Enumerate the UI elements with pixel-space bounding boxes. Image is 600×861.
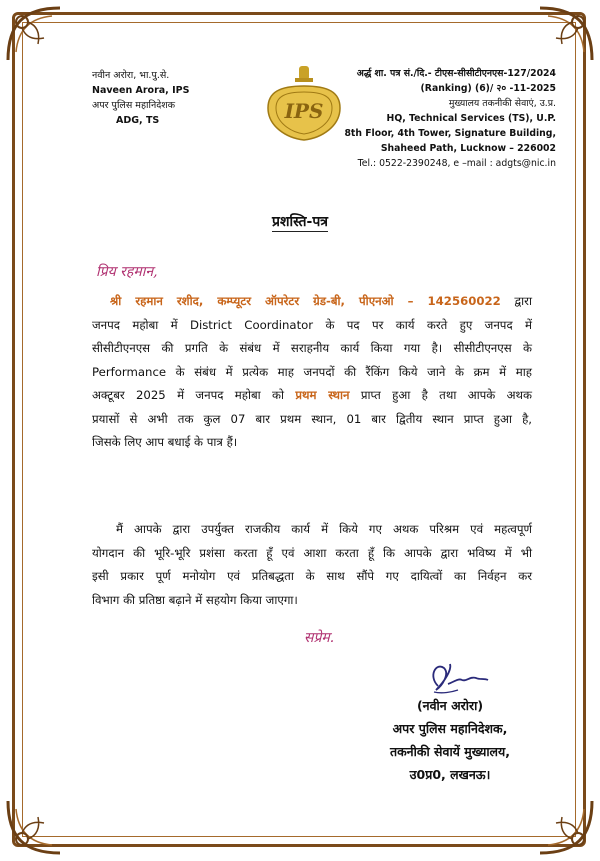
signatory-name: (नवीन अरोरा) <box>416 698 484 713</box>
text-span: द्वारा <box>500 294 532 308</box>
page-title <box>0 212 600 231</box>
signatory-office: तकनीकी सेवायें मुख्यालय, <box>389 744 511 759</box>
text-line: सीसीटीएनएस की प्रगति के संबंध में सराहनीय कार्य किया गया है। सीसीटीएनएस के <box>92 341 532 355</box>
title-text: प्रशस्ति-पत्र <box>271 214 329 230</box>
reference-details <box>336 66 556 171</box>
rank-highlight: प्रथम स्थान <box>295 388 350 402</box>
text-line: प्रयासों से अभी तक कुल 07 बार प्रथम स्थान, 01 बार द्वितीय स्थान प्राप्त हुआ है, <box>92 411 532 426</box>
sender-details <box>92 68 212 128</box>
closing-note: सप्रेम. <box>304 630 335 646</box>
corner-ornament-icon <box>536 4 596 64</box>
office-hindi: मुख्यालय तकनीकी सेवाएं, उ.प्र. <box>448 98 556 109</box>
emblem-label: IPS <box>284 99 324 123</box>
corner-ornament-icon <box>4 797 64 857</box>
salutation: प्रिय रहमान, <box>96 264 158 280</box>
text-line: जनपद महोबा में District Coordinator के पद पर कार्य करते हुए जनपद में <box>92 317 532 332</box>
sender-designation-hindi: अपर पुलिस महानिदेशक <box>92 100 176 111</box>
signatory-designation: अपर पुलिस महानिदेशक, <box>392 721 508 736</box>
text-line: Performance के संबंध में प्रत्येक माह जनपदों की रैंकिंग किये जाने के क्रम में माह <box>92 364 532 379</box>
contact-line: Tel.: 0522-2390248, e –mail : adgts@nic.in <box>357 158 556 169</box>
text-line: विभाग की प्रतिष्ठा बढ़ाने में सहयोग किया जाएगा। <box>92 592 298 607</box>
text-line: योगदान की भूरि-भूरि प्रशंसा करता हूँ एवं आशा करता हूँ कि आपके द्वारा भविष्य में भी <box>92 545 532 560</box>
corner-ornament-icon <box>4 4 64 64</box>
text-line: जिसके लिए आप बधाई के पात्र हैं। <box>92 435 238 449</box>
sender-designation-english: ADG, TS <box>116 115 160 126</box>
text-span: अक्टूबर 2025 में जनपद महोबा को <box>92 388 296 402</box>
ref-number: अर्द्ध शा. पत्र सं./दि.- टीएस-सीसीटीएनएस-127/2024 <box>356 68 556 79</box>
body-paragraph-1 <box>92 290 532 455</box>
sender-name-english: Naveen Arora, IPS <box>92 85 190 96</box>
sender-name-hindi: नवीन अरोरा, भा.पु.से. <box>92 70 170 81</box>
address-line-2: Shaheed Path, Lucknow – 226002 <box>380 143 556 154</box>
corner-ornament-icon <box>536 797 596 857</box>
text-span: मैं आपके द्वारा उपर्युक्त राजकीय कार्य में किये गए अथक परिश्रम एवं महत्वपूर्ण <box>116 522 532 536</box>
address-line-1: 8th Floor, 4th Tower, Signature Building, <box>344 128 556 139</box>
text-line: इसी प्रकार पूर्ण मनोयोग एवं प्रतिबद्धता के साथ सौंपे गए दायित्वों का निर्वहन कर <box>92 569 532 583</box>
signatory-block <box>340 694 560 786</box>
body-paragraph-2 <box>92 518 532 612</box>
ref-date: (Ranking) (6)/ २० -11-2025 <box>420 83 556 94</box>
recipient-name: श्री रहमान रशीद, कम्प्यूटर ऑपरेटर ग्रेड-बी, पीएनओ – 142560022 <box>110 294 501 308</box>
text-span: प्राप्त हुआ है तथा आपके अथक <box>349 388 532 402</box>
signatory-place: उ0प्र0, लखनऊ। <box>409 767 491 782</box>
office-english: HQ, Technical Services (TS), U.P. <box>386 113 556 124</box>
ips-emblem-icon <box>262 64 346 144</box>
